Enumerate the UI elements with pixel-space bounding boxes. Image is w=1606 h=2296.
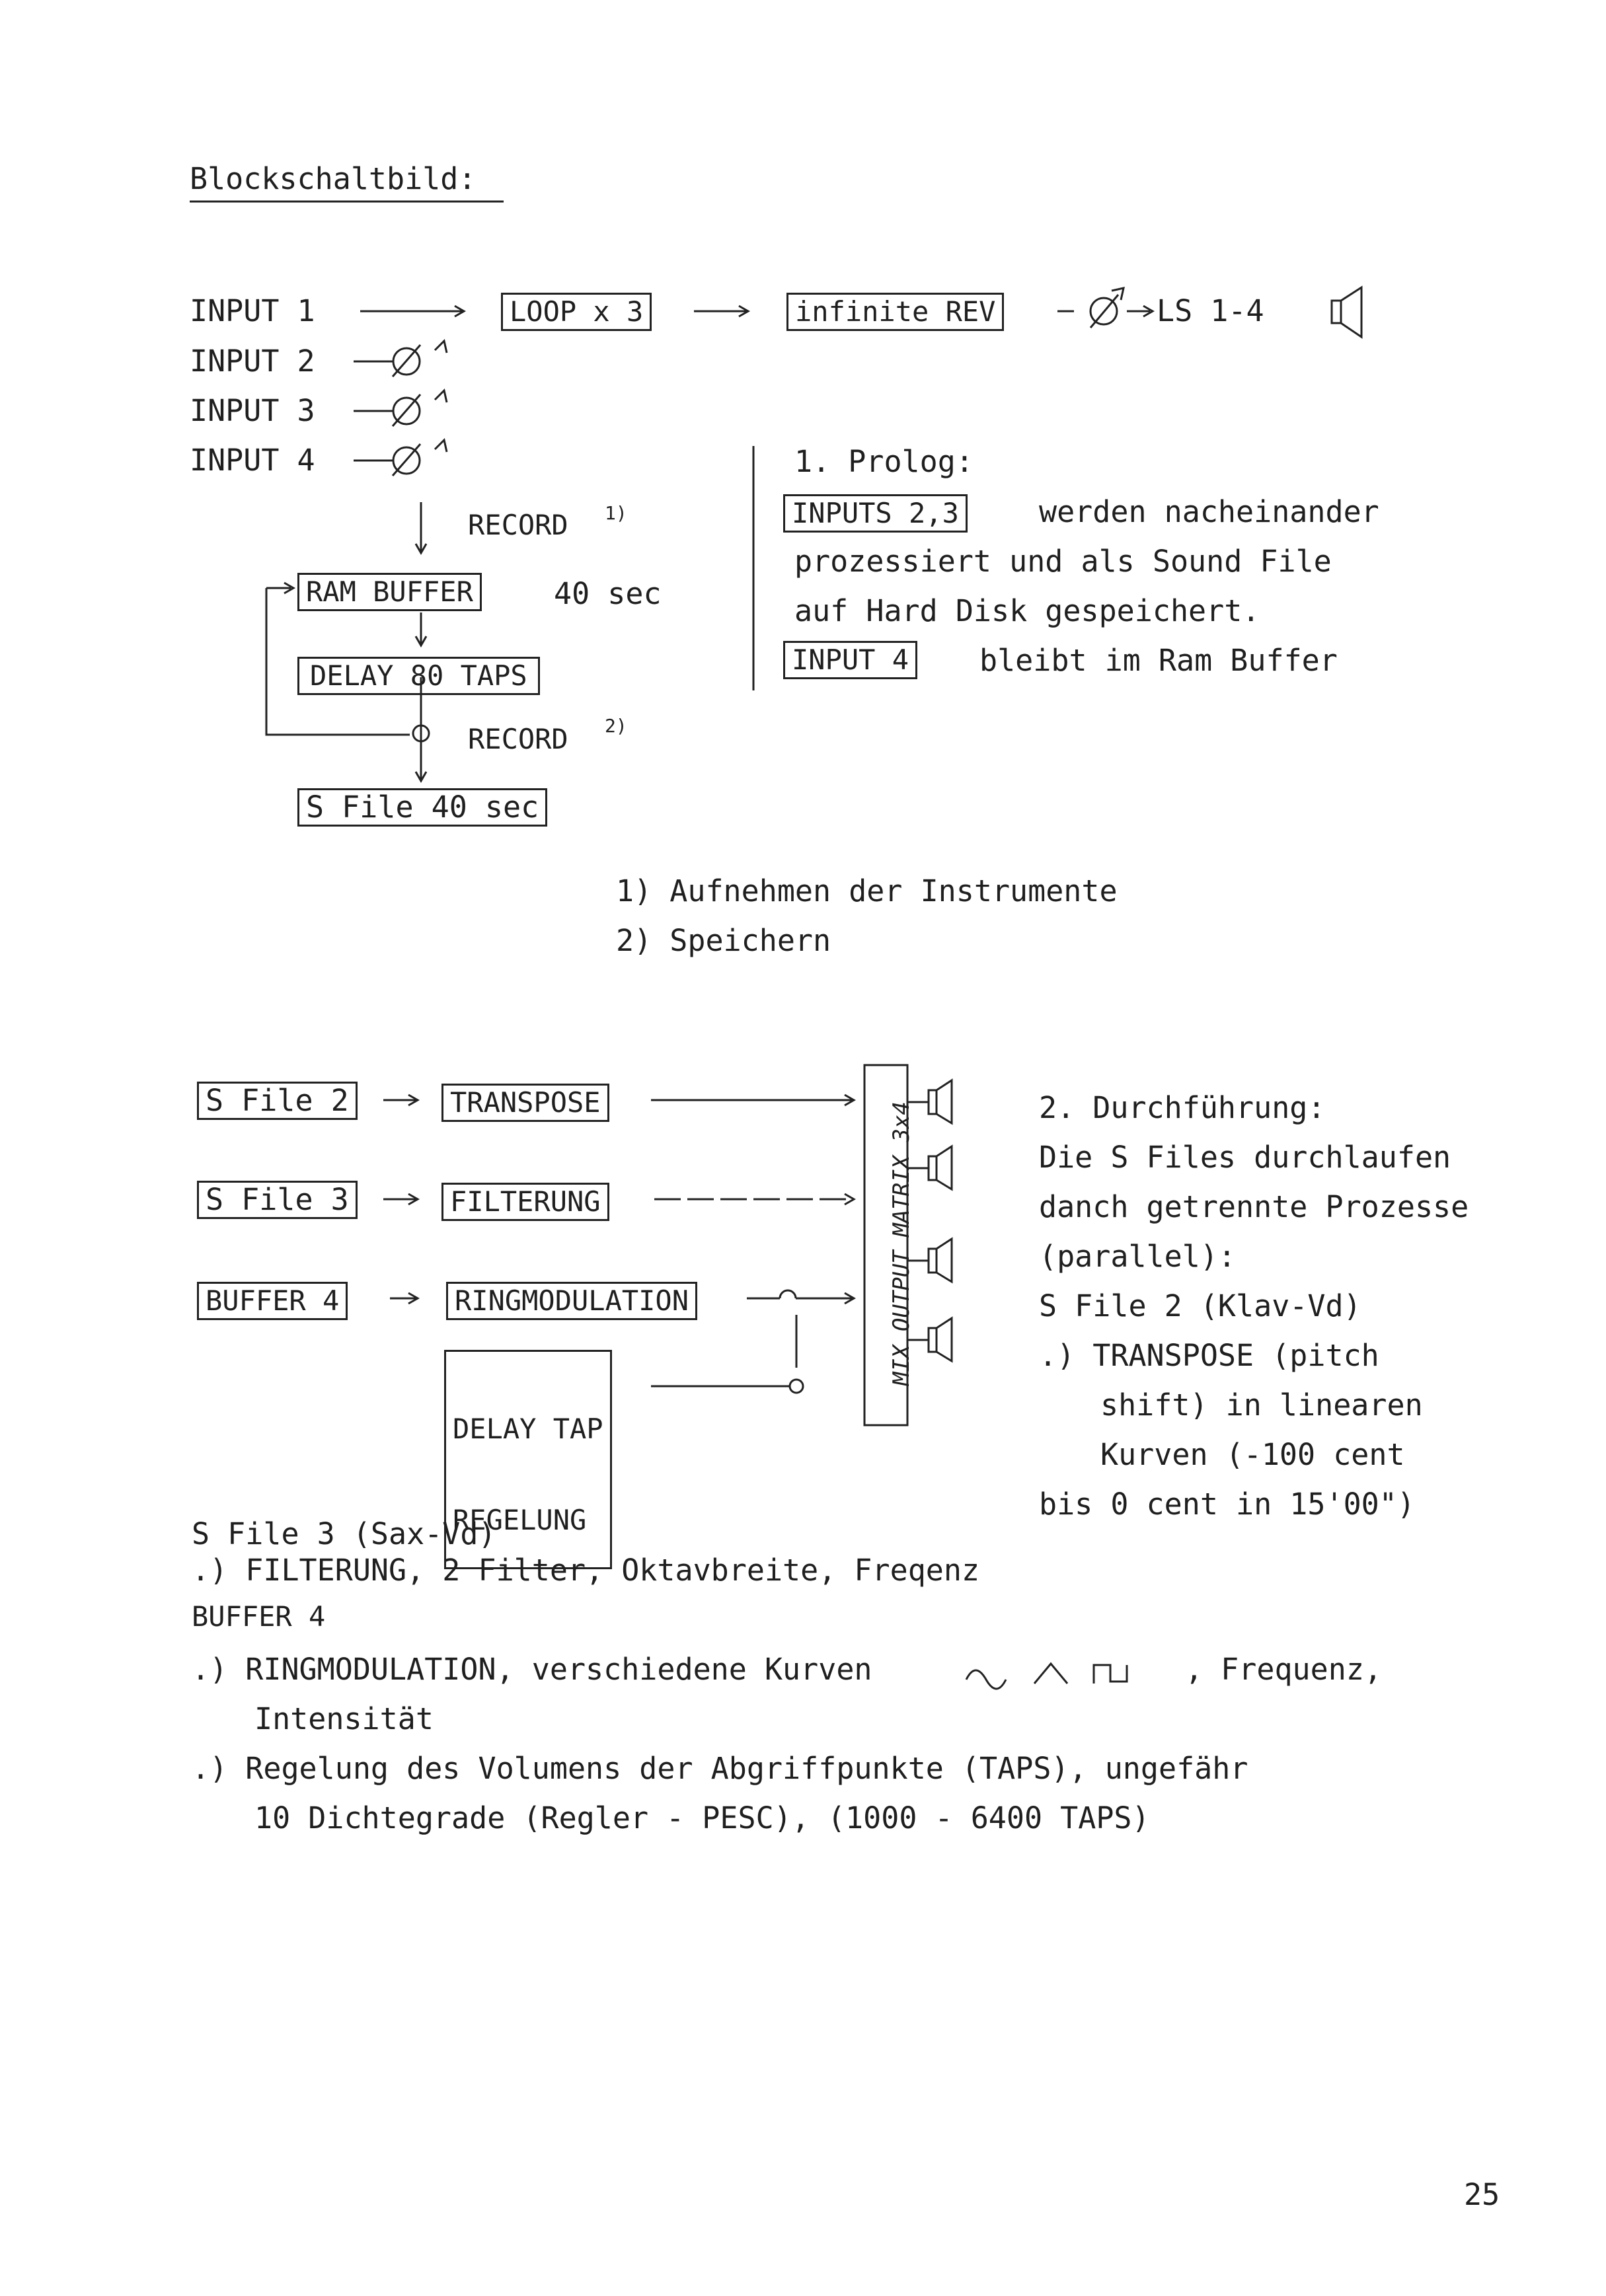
reverb-box: infinite REV — [786, 293, 1004, 331]
inputs-2-3-box: INPUTS 2,3 — [783, 494, 968, 533]
ram-time-label: 40 sec — [554, 576, 662, 611]
delay-tap-line-2: REGELUNG — [453, 1504, 587, 1536]
lower-line-7: 10 Dichtegrade (Regler - PESC), (1000 - 6400 TAPS) — [254, 1800, 1150, 1835]
input-4-box: INPUT 4 — [783, 641, 917, 679]
durch-line-3: danch getrennte Prozesse — [1039, 1189, 1469, 1224]
lower-line-1: S File 3 (Sax-Vd) — [192, 1516, 496, 1551]
lower-line-4: .) RINGMODULATION, verschiedene Kurven — [192, 1652, 872, 1687]
record-2-label: RECORD — [468, 723, 568, 755]
lower-line-3: BUFFER 4 — [192, 1600, 326, 1633]
prolog-text-2: prozessiert und als Sound File — [794, 544, 1332, 579]
ringmodulation-box: RINGMODULATION — [446, 1282, 697, 1320]
durch-line-7: shift) in linearen — [1100, 1388, 1423, 1423]
durch-line-1: 2. Durchführung: — [1039, 1090, 1326, 1125]
record-1-footnote: 1) — [605, 502, 627, 524]
ls-output-label: LS 1-4 — [1157, 293, 1264, 328]
footnote-1: 1) Aufnehmen der Instrumente — [616, 873, 1118, 908]
s-file-2-box: S File 2 — [197, 1082, 358, 1120]
lower-line-6: .) Regelung des Volumens der Abgriffpunkte (TAPS), ungefähr — [192, 1751, 1248, 1786]
record-2-footnote: 2) — [605, 715, 627, 737]
durch-line-5: S File 2 (Klav-Vd) — [1039, 1288, 1361, 1323]
page-number: 25 — [1464, 2177, 1500, 2212]
input-2-label: INPUT 2 — [190, 344, 315, 379]
square-wave-icon — [1094, 1665, 1127, 1684]
durch-line-9: bis 0 cent in 15'00") — [1039, 1487, 1415, 1522]
durch-line-6: .) TRANSPOSE (pitch — [1039, 1338, 1379, 1373]
lower-line-4b: , Frequenz, — [1185, 1652, 1383, 1687]
durch-line-4: (parallel): — [1039, 1239, 1237, 1274]
durch-line-8: Kurven (-100 cent — [1100, 1437, 1405, 1472]
delay-tap-line-1: DELAY TAP — [453, 1413, 603, 1445]
record-1-label: RECORD — [468, 509, 568, 541]
footnote-2: 2) Speichern — [616, 923, 831, 958]
prolog-title: 1. Prolog: — [794, 444, 974, 479]
prolog-text-1: werden nacheinander — [1039, 494, 1379, 529]
delay-taps-box: DELAY 80 TAPS — [297, 657, 540, 695]
loop-box: LOOP x 3 — [501, 293, 652, 331]
prolog-text-4: bleibt im Ram Buffer — [979, 643, 1338, 678]
filterung-box: FILTERUNG — [441, 1183, 609, 1221]
lower-line-2: .) FILTERUNG, 2 Filter, Oktavbreite, Freqenz — [192, 1553, 980, 1588]
sine-wave-icon — [966, 1670, 1006, 1689]
buffer-4-box: BUFFER 4 — [197, 1282, 348, 1320]
s-file-box: S File 40 sec — [297, 788, 547, 827]
durch-line-2: Die S Files durchlaufen — [1039, 1140, 1451, 1175]
lower-line-5: Intensität — [254, 1701, 434, 1736]
speaker-icon — [1332, 301, 1341, 323]
heading: Blockschaltbild: — [190, 161, 477, 196]
prolog-text-3: auf Hard Disk gespeichert. — [794, 593, 1260, 628]
ram-buffer-box: RAM BUFFER — [297, 573, 482, 611]
transpose-box: TRANSPOSE — [441, 1084, 609, 1122]
input-1-label: INPUT 1 — [190, 293, 315, 328]
matrix-label: MIX OUTPUT MATRIX 3x4 — [888, 1101, 915, 1386]
input-3-label: INPUT 3 — [190, 393, 315, 428]
input-4-label: INPUT 4 — [190, 443, 315, 478]
s-file-3-box: S File 3 — [197, 1181, 358, 1219]
triangle-wave-icon — [1034, 1664, 1067, 1684]
